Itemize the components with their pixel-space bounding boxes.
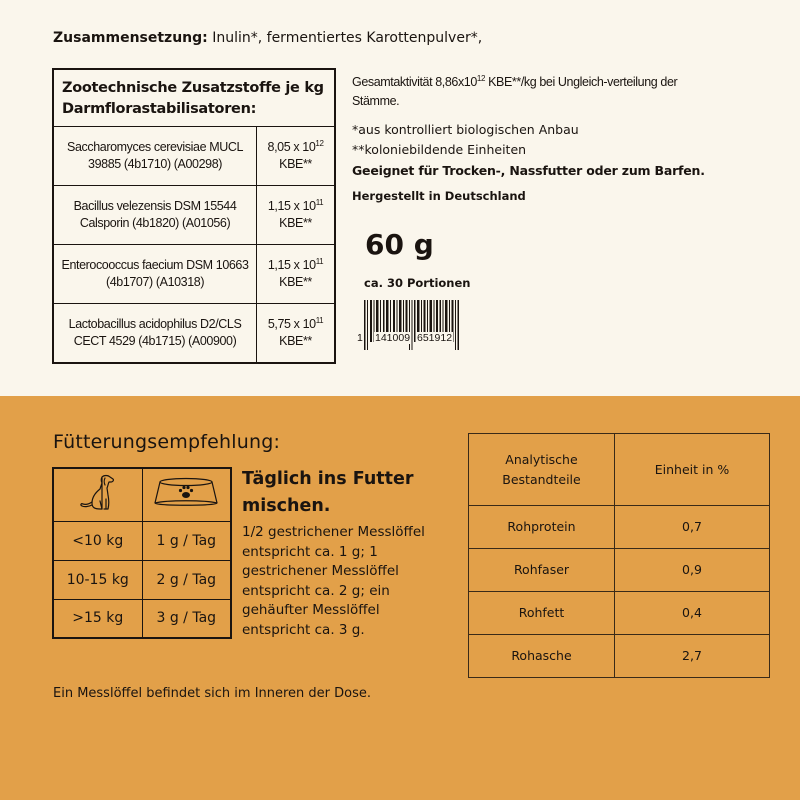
analysis-name: Rohasche (469, 635, 615, 678)
table-row (53, 599, 231, 638)
barcode-digits-left: 141009 (375, 332, 411, 344)
table-row (53, 245, 335, 304)
footnote-cfu: **koloniebildende Einheiten (352, 142, 527, 157)
table-row (53, 521, 231, 560)
composition-label: Zusammensetzung: (53, 30, 208, 46)
strain-value: 5,75 x $10^{11}$ KBE** (257, 304, 335, 363)
bowl-icon-cell (142, 468, 231, 521)
table-row (53, 186, 335, 245)
composition-line (53, 30, 482, 46)
strain-value: 1,15 x $10^{11}$ KBE** (257, 245, 335, 304)
spoon-note: Ein Messlöffel befindet sich im Inneren der Dose. (53, 686, 372, 701)
feeding-table (52, 467, 232, 639)
analysis-value: 0,4 (615, 592, 770, 635)
daily-dose: 2 g / Tag (142, 560, 231, 599)
table-row (469, 549, 770, 592)
table-row (469, 635, 770, 678)
composition-text: Inulin*, fermentiertes Karottenpulver*, (207, 30, 483, 46)
dog-weight: <10 kg (53, 521, 142, 560)
zootechnical-header: Zootechnische Zusatzstoffe je kg Darmflorastabilisatoren: (53, 69, 335, 127)
barcode-digit-first: 1 (357, 332, 363, 344)
barcode-digits-right: 651912 (417, 332, 453, 344)
table-row (53, 560, 231, 599)
daily-dose: 1 g / Tag (142, 521, 231, 560)
analysis-value: 0,9 (615, 549, 770, 592)
table-row (53, 127, 335, 186)
analysis-header-component: Analytische Bestandteile (469, 434, 615, 506)
analysis-header-unit: Einheit in % (615, 434, 770, 506)
dog-weight: 10-15 kg (53, 560, 142, 599)
daily-instructions (242, 466, 442, 640)
suitability-note: Geeignet für Trocken-, Nassfutter oder zum Barfen. (352, 163, 705, 178)
strain-name: Bacillus velezensis DSM 15544 Calsporin (4b1820) (A01056) (53, 186, 257, 245)
strain-name: Enterocooccus faecium DSM 10663 (4b1707) (A10318) (53, 245, 257, 304)
analysis-value: 2,7 (615, 635, 770, 678)
footnotes (352, 120, 712, 160)
total-activity: Gesamtaktivität $8,86x10^{12}$ KBE**/kg bei Ungleich-verteilung der Stämme. (352, 73, 678, 108)
daily-text: 1/2 gestrichener Messlöffel entspricht ca. 1 g; 1 gestrichener Messlöffel entspricht ca. 2 g; ein gehäufter Messlöffel entspricht ca. 3 g. (242, 524, 425, 638)
bowl-icon (152, 475, 220, 511)
portions: ca. 30 Portionen (364, 276, 471, 290)
strain-value: 1,15 x $10^{11}$ KBE** (257, 186, 335, 245)
analysis-name: Rohfaser (469, 549, 615, 592)
net-weight: 60 g (365, 228, 434, 261)
feeding-title: Fütterungsempfehlung: (53, 431, 281, 453)
table-row (469, 506, 770, 549)
daily-title: Täglich ins Futter mischen. (242, 469, 414, 516)
footnote-organic: *aus kontrolliert biologischen Anbau (352, 122, 579, 137)
barcode-icon (358, 300, 470, 352)
analysis-name: Rohfett (469, 592, 615, 635)
analysis-table (468, 433, 770, 678)
dog-icon-cell (53, 468, 142, 521)
daily-dose: 3 g / Tag (142, 599, 231, 638)
table-row (53, 304, 335, 363)
table-row (469, 592, 770, 635)
dog-icon (76, 473, 120, 513)
dog-weight: >15 kg (53, 599, 142, 638)
strain-name: Saccharomyces cerevisiae MUCL 39885 (4b1710) (A00298) (53, 127, 257, 186)
zootechnical-table (52, 68, 336, 364)
made-in-note: Hergestellt in Deutschland (352, 189, 526, 203)
strain-value: 8,05 x $10^{12}$ KBE** (257, 127, 335, 186)
analysis-value: 0,7 (615, 506, 770, 549)
analysis-name: Rohprotein (469, 506, 615, 549)
product-info (352, 73, 712, 203)
strain-name: Lactobacillus acidophilus D2/CLS CECT 4529 (4b1715) (A00900) (53, 304, 257, 363)
